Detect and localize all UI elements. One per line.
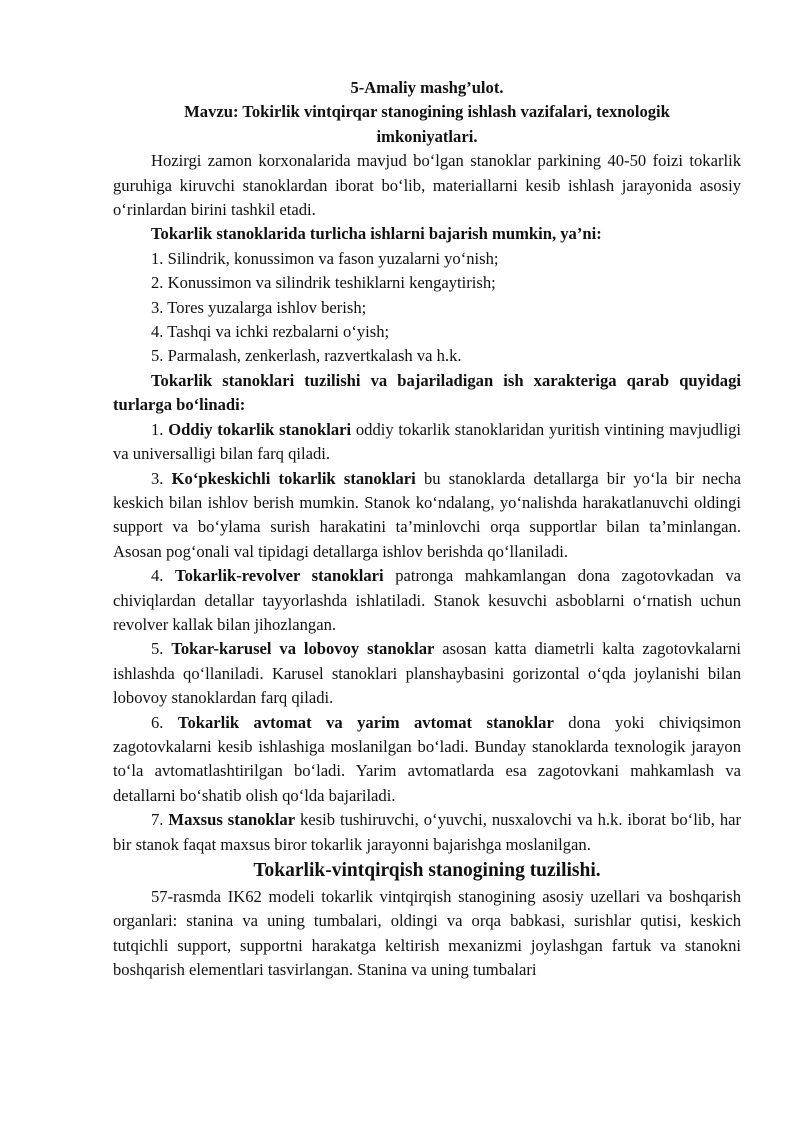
type-number: 7. — [151, 810, 169, 830]
type-item — [113, 467, 741, 565]
type-item — [113, 637, 741, 710]
section-title: Tokarlik-vintqirqish stanogining tuzilishi. — [253, 860, 601, 881]
type-number: 4. — [151, 566, 176, 586]
section-paragraph: 57-rasmda IK62 modeli tokarlik vintqirqish stanogining asosiy uzellari va boshqarish organlari: stanina va uning tumbalari, oldingi va orqa babkasi, surishlar qutisi, keskich tutqichli support, supportni harakatga keltirish mexanizmi joylashgan fartuk va stanokni boshqarish elementlari tasvirlangan. Stanina va uning tumbalari — [113, 887, 741, 980]
works-item: 5. Parmalash, zenkerlash, razvertkalash va h.k. — [151, 346, 462, 366]
type-item — [113, 418, 741, 467]
document-content — [113, 76, 741, 983]
works-item: 4. Tashqi va ichki rezbalarni o‘yish; — [151, 322, 390, 342]
type-item — [113, 808, 741, 857]
works-item: 1. Silindrik, konussimon va fason yuzalarni yo‘nish; — [151, 248, 499, 268]
works-item: 2. Konussimon va silindrik teshiklarni kengaytirish; — [151, 273, 496, 293]
intro-paragraph: Hozirgi zamon korxonalarida mavjud bo‘lgan stanoklar parkining 40-50 foizi tokarlik guruhiga kiruvchi stanoklardan iborat bo‘lib, materiallarni kesib ishlash jarayonida asosiy o‘rinlardan birini tashkil etadi. — [113, 151, 741, 220]
type-number: 6. — [151, 712, 178, 732]
type-term: Tokarlik-revolver stanoklari — [175, 566, 384, 586]
type-description: kesib tushiruvchi, o‘yuvchi, nusxalovchi va h.k. iborat bo‘lib, har bir stanok faqat maxsus biror tokarlik jarayonni bajarishga moslanilgan. — [113, 810, 742, 854]
type-number: 3. — [151, 468, 172, 488]
type-term: Tokarlik avtomat va yarim avtomat stanoklar — [177, 712, 554, 732]
type-term: Ko‘pkeskichli tokarlik stanoklari — [171, 468, 416, 488]
works-heading: Tokarlik stanoklarida turlicha ishlarni bajarish mumkin, ya’ni: — [151, 224, 602, 244]
type-term: Maxsus stanoklar — [168, 810, 296, 830]
topic-title: Mavzu: Tokirlik vintqirqar stanogining ishlash vazifalari, texnologik imkoniyatlari. — [184, 102, 670, 146]
type-description: asosan katta diametrli kalta zagotovkalarni ishlashda qo‘llaniladi. Karusel stanoklari planshaybasini gorizontal o‘qda joylanishi bilan lobovoy stanoklardan farq qiladi. — [113, 639, 741, 708]
type-description: bu stanoklarda detallarga bir yo‘la bir necha keskich bilan ishlov berish mumkin. Stanok ko‘ndalang, yo‘nalishda harakatlanuvchi oldingi support va bo‘ylama surish harakatini ta’minlovchi orqa supportlar bilan ta’minlangan. Asosan pog‘onali val tipidagi detallarga ishlov berishda qo‘llaniladi. — [113, 468, 741, 561]
type-term: Tokar-karusel va lobovoy stanoklar — [171, 639, 435, 659]
practical-title: 5-Amaliy mashg’ulot. — [350, 78, 504, 97]
types-heading: Tokarlik stanoklari tuzilishi va bajariladigan ish xarakteriga qarab quyidagi turlarga bo‘linadi: — [113, 370, 741, 415]
type-number: 5. — [151, 639, 172, 659]
type-term: Oddiy tokarlik stanoklari — [168, 419, 352, 439]
type-item — [113, 564, 741, 637]
type-description: patronga mahkamlangan dona zagotovkadan va chiviqlardan detallar tayyorlashda ishlatiladi. Stanok kesuvchi asboblarni o‘rnatish uchun revolver kallak bilan jihozlangan. — [113, 566, 742, 634]
type-item — [113, 711, 741, 809]
type-description: dona yoki chiviqsimon zagotovkalarni kesib ishlashiga moslanilgan bo‘ladi. Bunday stanoklarda texnologik jarayon to‘la avtomatlashtirilgan bo‘ladi. Yarim avtomatlarda esa zagotovkani mahkamlash va detallarni bo‘shatib olish qo‘lda bajariladi. — [113, 712, 741, 805]
type-number: 1. — [151, 419, 169, 439]
type-description: oddiy tokarlik stanoklaridan yuritish vintining mavjudligi va universalligi bilan farq qiladi. — [113, 419, 741, 464]
works-item: 3. Tores yuzalarga ishlov berish; — [151, 297, 367, 317]
